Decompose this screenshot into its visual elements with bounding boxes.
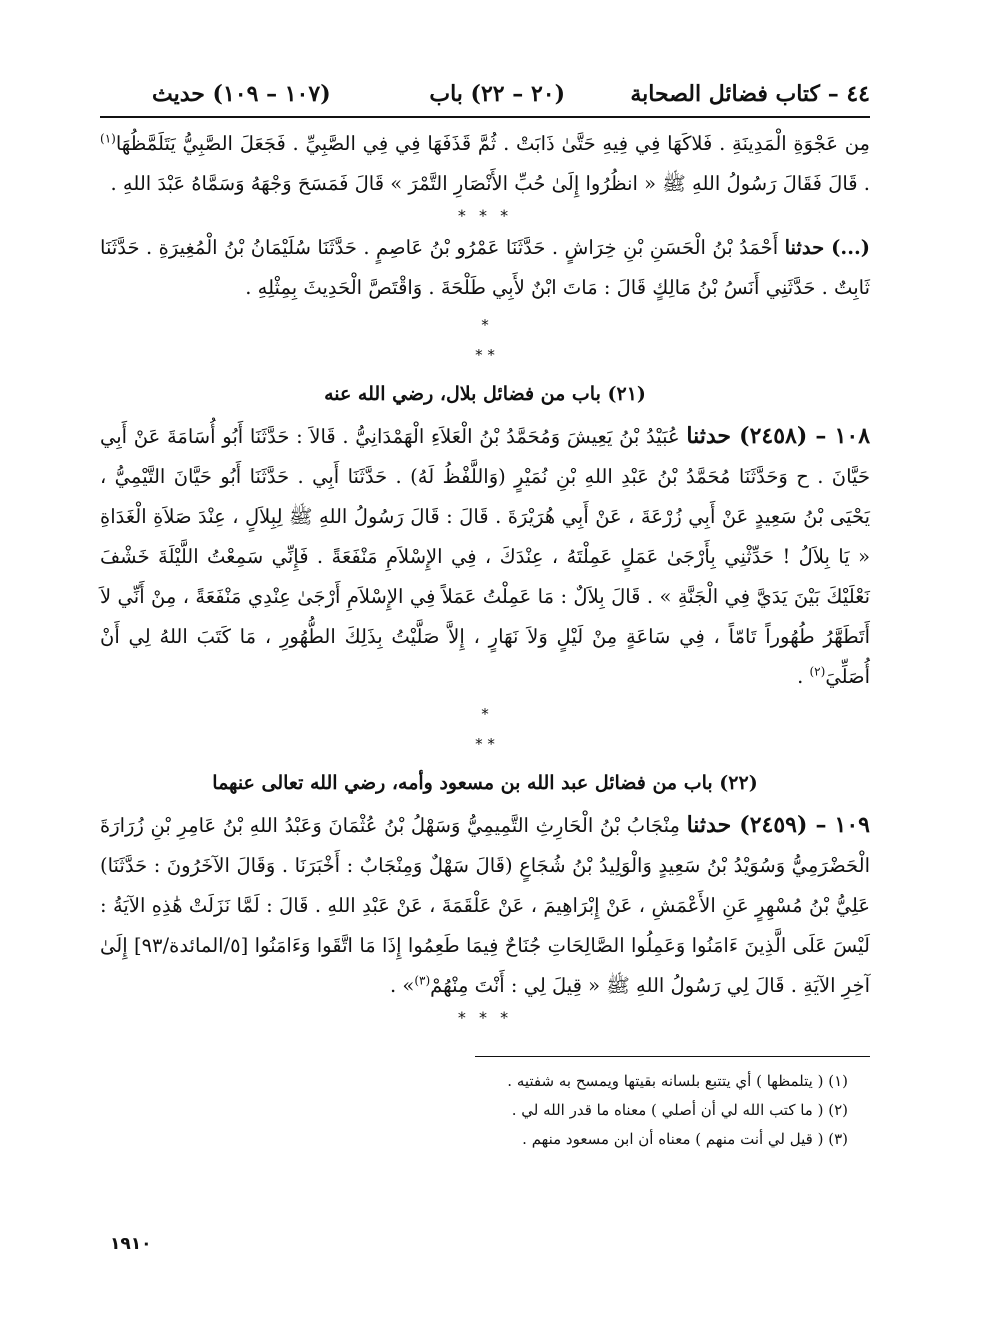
header-chapter-range: (٢٠ – ٢٢) باب xyxy=(429,81,565,107)
hadith-108-text: عُبَيْدُ بْنُ يَعِيشَ وَمُحَمَّدُ بْنُ الْعَلاَءِ الْهَمْدَانِيُّ . قَالاَ : حَدَّثَنَا أَبُو أُسَامَةَ عَنْ أَبِي حَيَّانَ . ح وَحَدَّثَنَا مُحَمَّدُ بْنُ عَبْدِ اللهِ بْنِ نُمَيْرٍ (وَاللَّفْظُ لَهُ) . حَدَّثَنَا أَبِي . حَدَّثَنَا أَبُو حَيَّانَ التَّيْمِيُّ ، يَحْيَى بْنُ سَعِيدٍ عَنْ أَبِي زُرْعَةَ ، عَنْ أَبِي هُرَيْرَةَ . قَالَ : قَالَ رَسُولُ اللهِ ﷺ لِبِلاَلٍ ، عِنْدَ صَلاَةِ الْغَدَاةِ « يَا بِلاَلُ ! حَدِّثْنِي بِأَرْجَىٰ عَمَلٍ عَمِلْتَهُ ، عِنْدَكَ ، فِي الإِسْلاَمِ مَنْفَعَةً . فَإِنِّي سَمِعْتُ اللَّيْلَةَ خَشْفَ نَعْلَيْكَ بَيْنَ يَدَيَّ فِي الْجَنَّةِ » . قَالَ بِلاَلٌ : مَا عَمِلْتُ عَمَلاً فِي الإِسْلاَمِ أَرْجَىٰ عِنْدِي مَنْفَعَةً ، مِنْ أَنِّي لاَ أَتَطَهَّرُ طُهُوراً تَامّاً ، فِي سَاعَةٍ مِنْ لَيْلٍ وَلاَ نَهَارٍ ، إِلاَّ صَلَّيْتُ بِذَلِكَ الطُّهُورِ ، مَا كَتَبَ اللهُ لِي أَنْ أُصَلِّيَ xyxy=(100,425,870,688)
hadith-108-end: . xyxy=(797,665,810,688)
footnotes xyxy=(100,1067,870,1154)
header-hadith-range: (١٠٧ – ١٠٩) حديث xyxy=(152,81,331,107)
footnote-3: (٣) ( قيل لي أنت منهم ) معناه أن ابن مسعود منهم . xyxy=(522,1130,848,1148)
paragraph-1-text: مِن عَجْوَةِ الْمَدِينَةِ . فَلاكَهَا فِي فِيهِ حَتَّىٰ ذَابَتْ . ثُمَّ قَذَفَهَا فِي فِي الصَّبِيِّ . فَجَعَلَ الصَّبِيُّ يَتَلَمَّظُهَا xyxy=(115,132,870,155)
separator-stars-2: * * * xyxy=(475,316,495,364)
separator-stars-3: * * * xyxy=(475,705,495,753)
chapter-21-title: (٢١) باب من فضائل بلال، رضي الله عنه xyxy=(324,383,646,405)
paragraph-1-rest: . قَالَ فَقَالَ رَسُولُ اللهِ ﷺ « انظُرُوا إِلَىٰ حُبِّ الأَنْصَارِ التَّمْرَ » قَالَ فَمَسَحَ وَجْهَهُ وَسَمَّاهُ عَبْدَ اللهِ . xyxy=(110,172,870,195)
paragraph-2-intro: (...) حدثنا xyxy=(784,236,871,259)
hadith-109-number: ١٠٩ – (٢٤٥٩) حدثنا xyxy=(686,812,870,838)
main-text xyxy=(100,124,870,1028)
paragraph-2-text: أَحْمَدُ بْنُ الْحَسَنِ بْنِ خِرَاشٍ . حَدَّثَنَا عَمْرُو بْنُ عَاصِمٍ . حَدَّثَنَا سُلَيْمَانُ بْنُ الْمُغِيرَةِ . حَدَّثَنَا ثَابِتٌ . حَدَّثَنِي أَنَسُ بْنُ مَالِكٍ قَالَ : مَاتَ ابْنٌ لأَبِي طَلْحَةَ . وَاقْتَصَّ الْحَدِيثَ بِمِثْلِهِ . xyxy=(100,236,870,299)
header-book-title: ٤٤ – كتاب فضائل الصحابة xyxy=(630,81,870,107)
paragraph-1 xyxy=(100,124,870,204)
book-page xyxy=(100,72,870,1272)
footnote-ref-1: (١) xyxy=(100,131,116,146)
hadith-109-end: » . xyxy=(390,974,415,997)
hadith-108-number: ١٠٨ – (٢٤٥٨) حدثنا xyxy=(686,423,871,449)
hadith-109-text: مِنْجَابُ بْنُ الْحَارِثِ التَّمِيمِيُّ وَسَهْلُ بْنُ عُثْمَانَ وَعَبْدُ اللهِ بْنُ عَامِرِ بْنِ زُرَارَةَ الْحَضْرَمِيُّ وَسُوَيْدُ بْنُ سَعِيدٍ وَالْوَلِيدُ بْنُ شُجَاعٍ (قَالَ سَهْلٌ وَمِنْجَابٌ : أَخْبَرَنَا . وَقَالَ الآخَرُونَ : حَدَّثَنَا) عَلِيُّ بْنُ مُسْهِرٍ عَنِ الأَعْمَشِ ، عَنْ إِبْرَاهِيمَ ، عَنْ عَلْقَمَةَ ، عَنْ عَبْدِ اللهِ . قَالَ : لَمَّا نَزَلَتْ هَٰذِهِ الآيَةُ : لَيْسَ عَلَى الَّذِينَ ءَامَنُوا وَعَمِلُوا الصَّالِحَاتِ جُنَاحٌ فِيمَا طَعِمُوا إِذَا مَا اتَّقَوا وَءَامَنُوا [٥/المائدة/٩٣] إِلَىٰ آخِرِ الآيَةِ . قَالَ لِي رَسُولُ اللهِ ﷺ « قِيلَ لِي : أَنْتَ مِنْهُمْ xyxy=(100,814,870,997)
chapter-22-title: (٢٢) باب من فضائل عبد الله بن مسعود وأمه، رضي الله تعالى عنهما xyxy=(212,772,758,794)
footnote-ref-3: (٣) xyxy=(414,973,431,988)
hadith-109 xyxy=(100,805,870,1006)
running-header xyxy=(100,72,870,118)
footnote-1: (١) ( يتلمظها ) أي يتتبع بلسانه بقيتها ويمسح به شفتيه . xyxy=(507,1072,848,1090)
footnote-divider xyxy=(475,1056,870,1057)
hadith-108 xyxy=(100,416,870,697)
footnote-2: (٢) ( ما كتب الله لي أن أصلي ) معناه ما قدر الله لي . xyxy=(511,1101,848,1119)
separator-stars-4: * * * xyxy=(457,1008,513,1027)
page-number: ١٩١٠ xyxy=(110,1234,152,1254)
footnote-ref-2: (٢) xyxy=(809,664,826,679)
separator-stars-1: * * * xyxy=(457,206,513,225)
paragraph-2 xyxy=(100,228,870,308)
